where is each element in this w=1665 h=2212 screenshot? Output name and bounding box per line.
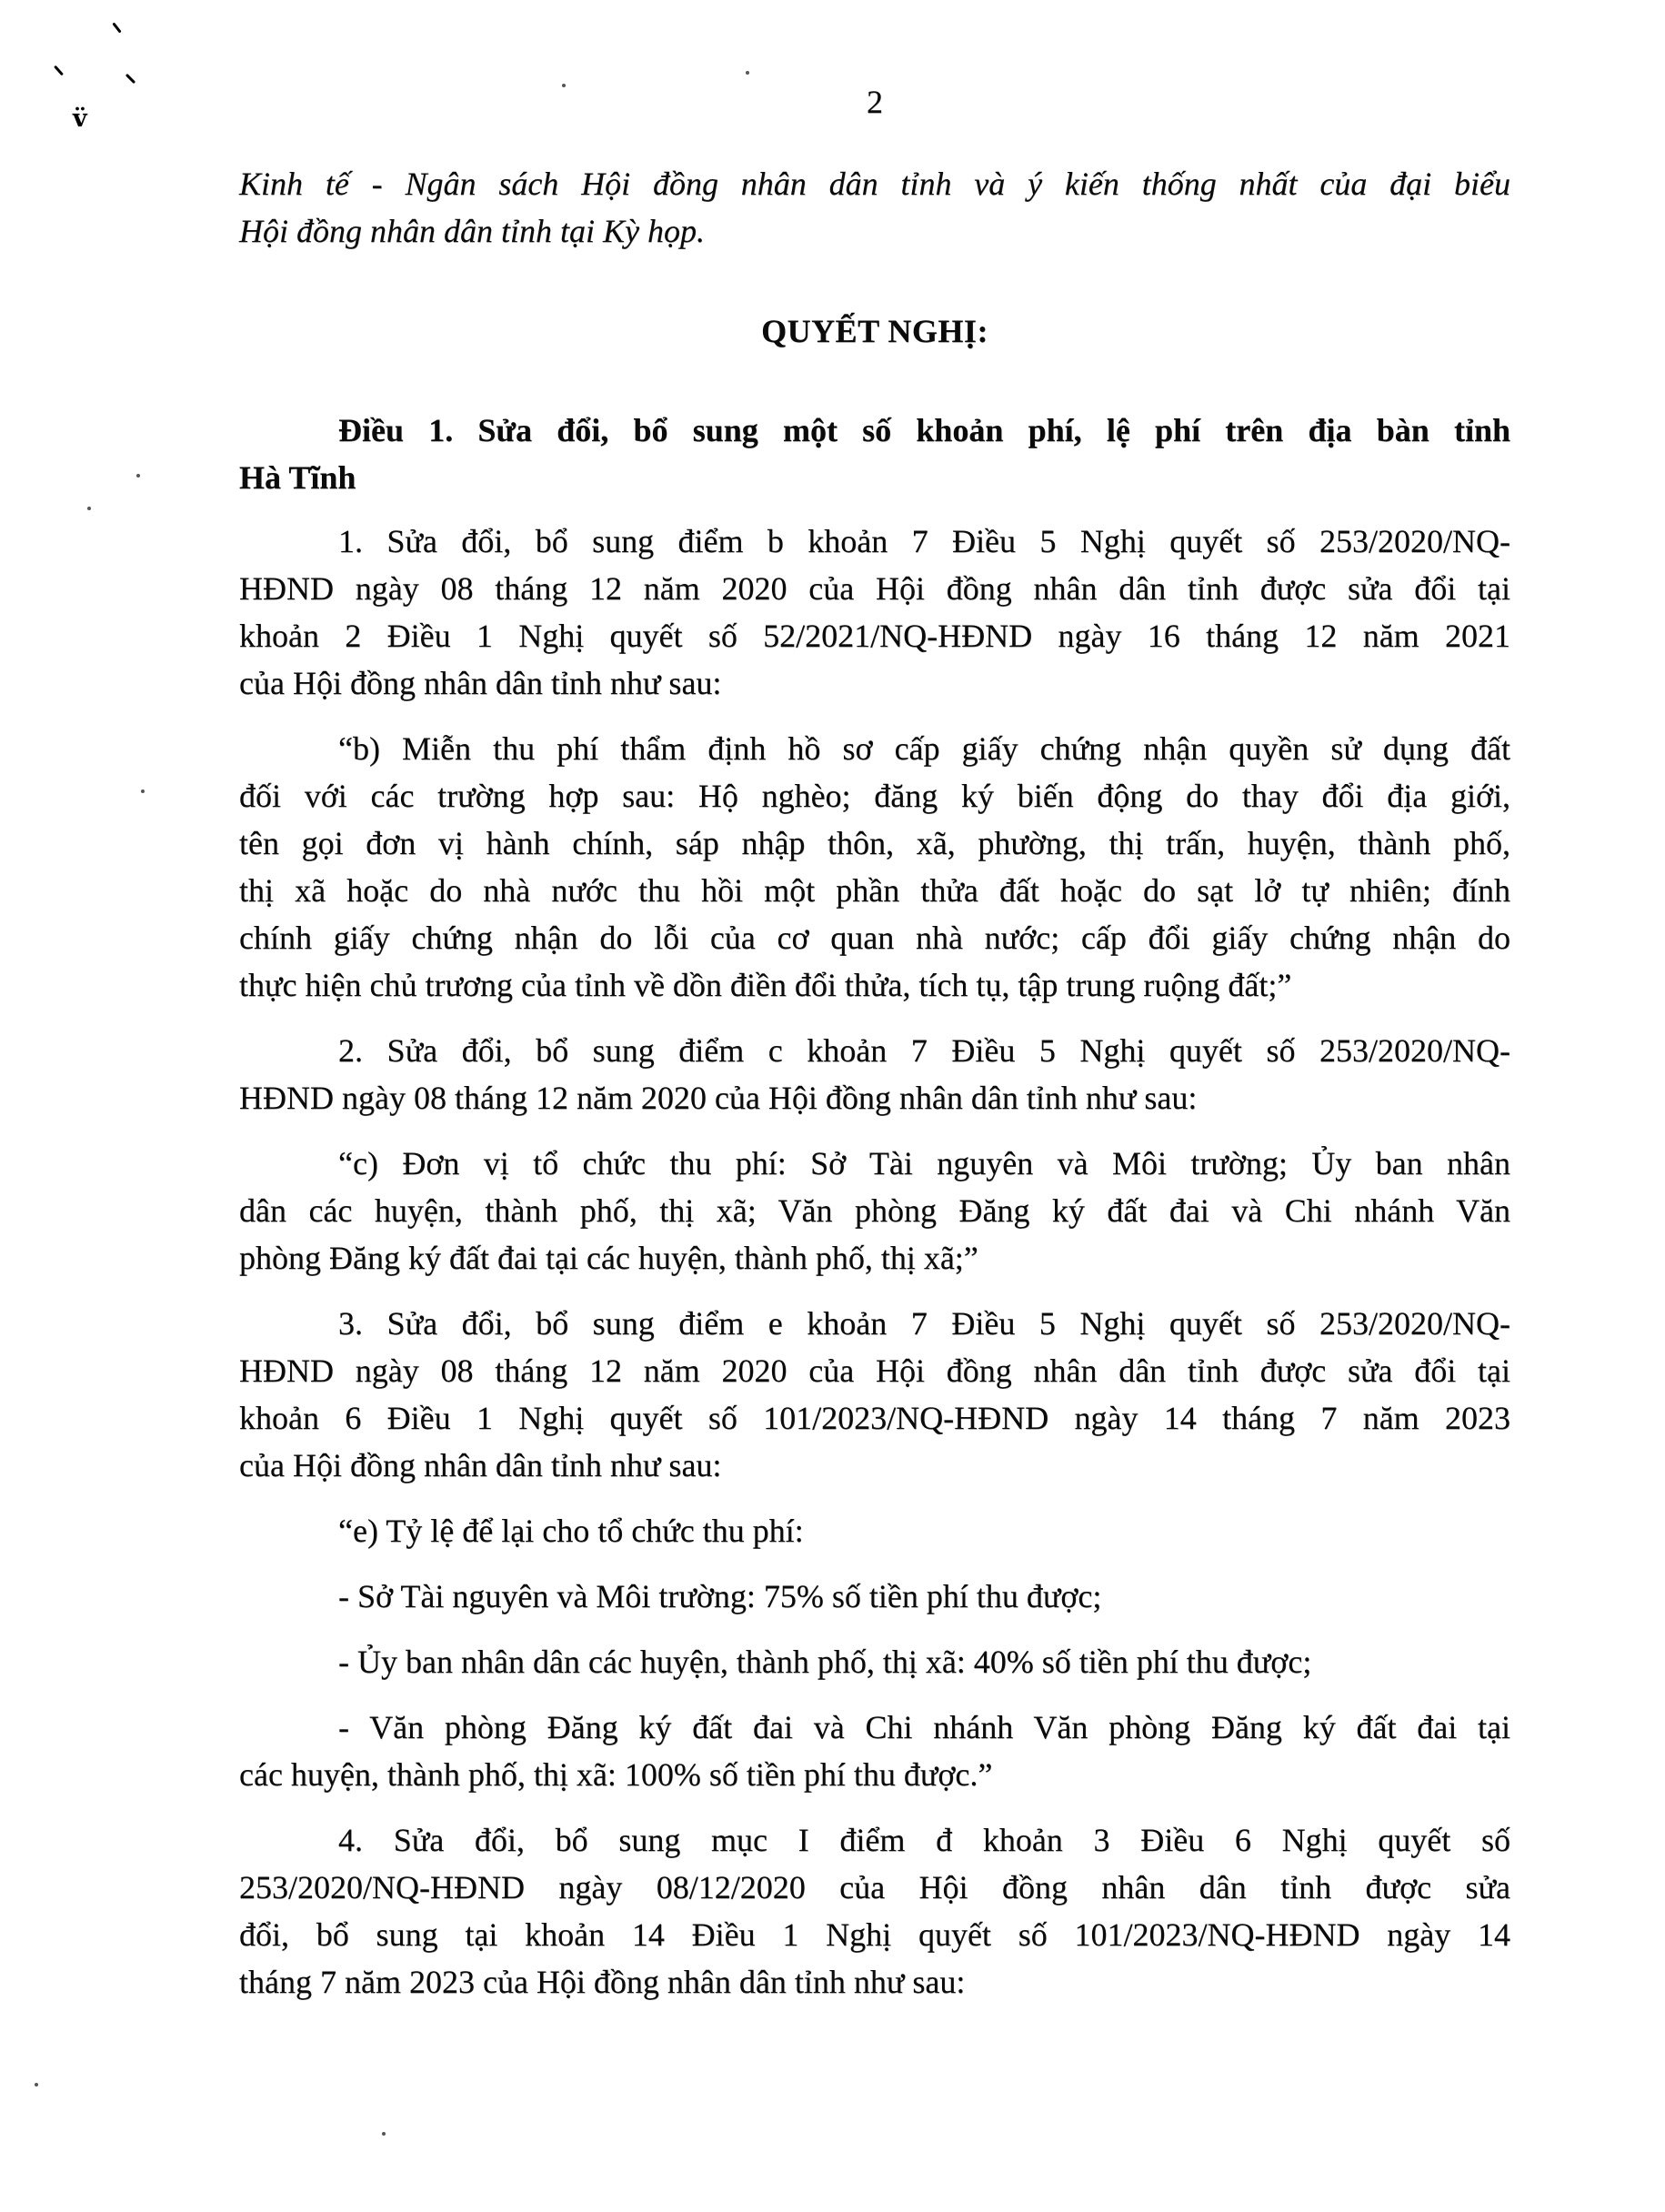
list-item-uy-ban-nhan-dan <box>239 1638 1510 1685</box>
text-line: “c) Đơn vị tổ chức thu phí: Sở Tài nguyên và Môi trường; Ủy ban nhân <box>338 1145 1510 1181</box>
list-item-so-tai-nguyen <box>239 1573 1510 1620</box>
text-line: HĐND ngày 08 tháng 12 năm 2020 của Hội đồng nhân dân tỉnh được sửa đổi tại <box>239 570 1510 607</box>
point-c-quote-paragraph <box>239 1140 1510 1282</box>
list-item-van-phong-dang-ky <box>239 1704 1510 1798</box>
clause-2-paragraph <box>239 1027 1510 1121</box>
text-line: Hà Tĩnh <box>239 459 356 496</box>
scan-artifact <box>35 2083 38 2086</box>
page-number: 2 <box>867 84 883 120</box>
article-1-heading <box>239 407 1510 501</box>
scan-artifact <box>382 2132 386 2136</box>
text-line: của Hội đồng nhân dân tỉnh như sau: <box>239 1447 722 1483</box>
text-line: đối với các trường hợp sau: Hộ nghèo; đăng ký biến động do thay đổi địa giới, <box>239 778 1510 814</box>
clause-1-paragraph <box>239 518 1510 707</box>
text-line: 2. Sửa đổi, bổ sung điểm c khoản 7 Điều 5 Nghị quyết số 253/2020/NQ- <box>338 1032 1510 1069</box>
text-line: - Ủy ban nhân dân các huyện, thành phố, thị xã: 40% số tiền phí thu được; <box>338 1644 1312 1680</box>
text-line: - Sở Tài nguyên và Môi trường: 75% số tiền phí thu được; <box>338 1578 1102 1614</box>
text-line: “e) Tỷ lệ để lại cho tổ chức thu phí: <box>338 1513 804 1549</box>
text-line: tháng 7 năm 2023 của Hội đồng nhân dân tỉnh như sau: <box>239 1964 966 2000</box>
scan-artifact <box>87 507 91 510</box>
text-line: thực hiện chủ trương của tỉnh về dồn điền đổi thửa, tích tụ, tập trung ruộng đất;” <box>239 967 1292 1003</box>
text-line: đổi, bổ sung tại khoản 14 Điều 1 Nghị quyết số 101/2023/NQ-HĐND ngày 14 <box>239 1916 1510 1953</box>
text-line: khoản 2 Điều 1 Nghị quyết số 52/2021/NQ-HĐND ngày 16 tháng 12 năm 2021 <box>239 618 1510 654</box>
scan-artifact <box>136 474 140 478</box>
text-line: dân các huyện, thành phố, thị xã; Văn phòng Đăng ký đất đai và Chi nhánh Văn <box>239 1192 1510 1229</box>
text-line: tên gọi đơn vị hành chính, sáp nhập thôn, xã, phường, thị trấn, huyện, thành phố, <box>239 825 1510 861</box>
document-body <box>239 160 1510 2006</box>
text-line: QUYẾT NGHỊ: <box>761 313 988 349</box>
text-line: Hội đồng nhân dân tỉnh tại Kỳ họp. <box>239 213 705 249</box>
text-line: Kinh tế - Ngân sách Hội đồng nhân dân tỉnh và ý kiến thống nhất của đại biểu <box>239 166 1510 202</box>
text-line: 1. Sửa đổi, bổ sung điểm b khoản 7 Điều 5 Nghị quyết số 253/2020/NQ- <box>338 523 1510 559</box>
scan-artifact: v̈ <box>73 105 87 133</box>
text-line: của Hội đồng nhân dân tỉnh như sau: <box>239 665 722 701</box>
text-line: 253/2020/NQ-HĐND ngày 08/12/2020 của Hội đồng nhân dân tỉnh được sửa <box>239 1869 1510 1905</box>
text-line: các huyện, thành phố, thị xã: 100% số tiền phí thu được.” <box>239 1756 993 1793</box>
scan-artifact <box>562 84 566 87</box>
text-line: - Văn phòng Đăng ký đất đai và Chi nhánh Văn phòng Đăng ký đất đai tại <box>338 1709 1510 1745</box>
text-line: 3. Sửa đổi, bổ sung điểm e khoản 7 Điều 5 Nghị quyết số 253/2020/NQ- <box>338 1305 1510 1342</box>
resolution-decree-heading <box>239 307 1510 355</box>
text-line: “b) Miễn thu phí thẩm định hồ sơ cấp giấy chứng nhận quyền sử dụng đất <box>338 730 1510 767</box>
clause-4-paragraph <box>239 1816 1510 2006</box>
text-line: chính giấy chứng nhận do lỗi của cơ quan nhà nước; cấp đổi giấy chứng nhận do <box>239 920 1510 956</box>
scan-artifact <box>141 789 145 793</box>
text-line: HĐND ngày 08 tháng 12 năm 2020 của Hội đồng nhân dân tỉnh được sửa đổi tại <box>239 1352 1510 1389</box>
point-e-quote-paragraph <box>239 1507 1510 1554</box>
text-line: phòng Đăng ký đất đai tại các huyện, thành phố, thị xã;” <box>239 1240 978 1276</box>
continuation-paragraph <box>239 160 1510 255</box>
text-line: 4. Sửa đổi, bổ sung mục I điểm đ khoản 3 Điều 6 Nghị quyết số <box>338 1822 1510 1858</box>
text-line: HĐND ngày 08 tháng 12 năm 2020 của Hội đồng nhân dân tỉnh như sau: <box>239 1080 1198 1116</box>
point-b-quote-paragraph <box>239 725 1510 1009</box>
clause-3-paragraph <box>239 1300 1510 1489</box>
text-line: thị xã hoặc do nhà nước thu hồi một phần thửa đất hoặc do sạt lở tự nhiên; đính <box>239 872 1510 909</box>
text-line: khoản 6 Điều 1 Nghị quyết số 101/2023/NQ-HĐND ngày 14 tháng 7 năm 2023 <box>239 1400 1510 1436</box>
text-line: Điều 1. Sửa đổi, bổ sung một số khoản phí, lệ phí trên địa bàn tỉnh <box>338 412 1510 448</box>
scan-artifact <box>746 71 749 75</box>
